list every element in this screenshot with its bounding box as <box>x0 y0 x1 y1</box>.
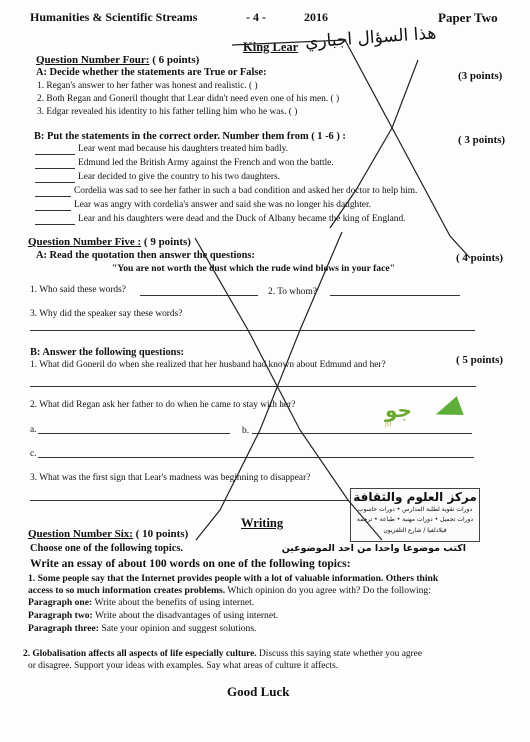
q4b-heading: B: Put the statements in the correct order. Number them from ( 1 -6 ) : <box>34 131 346 142</box>
q6-points: ( 10 points) <box>135 528 189 540</box>
choose-topic-arabic: اكتب موضوعا واحدا من احد الموضوعين <box>281 543 466 554</box>
paragraph-two-text: Write about the disadvantages of using internet. <box>92 610 279 621</box>
exam-year: 2016 <box>304 10 328 24</box>
handwritten-note: هذا السؤال اجباري <box>304 23 437 53</box>
stamp-line-1: دورات تقوية لطلبة المدارس • دورات حاسوب <box>357 506 473 513</box>
stamp-line-2: دورات تجميل • دورات مهنية • طباعة • ترجمة <box>356 516 474 523</box>
good-luck-footer: Good Luck <box>227 684 290 699</box>
paragraph-one-text: Write about the benefits of using internet. <box>92 597 255 608</box>
topic-1-line-1: 1. Some people say that the Internet provides people with a lot of valuable information. Others think <box>28 573 439 584</box>
quotation: "You are not worth the dust which the rude wind blows in your face" <box>112 263 395 274</box>
topic-2-rest: Discuss this saying state whether you agree <box>256 649 422 659</box>
paragraph-two-label: Paragraph two: <box>28 610 93 621</box>
q4a-heading: A: Decide whether the statements are True or False: <box>36 67 267 78</box>
crossout-stroke-3 <box>195 238 382 540</box>
q5b-heading: B: Answer the following questions: <box>30 347 184 358</box>
q4-points: ( 6 points) <box>152 54 200 66</box>
topic-2-bold: 2. Globalisation affects all aspects of life especially culture. <box>23 649 257 659</box>
q4a-item-3: 3. Edgar revealed his identity to his father telling him who he was. ( ) <box>37 107 298 117</box>
q4b-item-2: Edmund led the British Army against the French and won the battle. <box>78 158 334 168</box>
q5b-question-1: 1. What did Goneril do when she realized that her husband had known about Edmund and her? <box>30 360 386 370</box>
stamp-line-3: فيلادلفيا / شارع التلفزيون <box>383 527 447 534</box>
section-title-king-lear: King Lear <box>243 40 299 54</box>
q5b-question-3: 3. What was the first sign that Lear's madness was beginning to disappear? <box>30 473 311 483</box>
paragraph-three-text: Sate your opinion and suggest solutions. <box>98 623 257 634</box>
q4b-item-5: Lear was angry with cordelia's answer and said she was no longer his daughter. <box>74 200 371 210</box>
q5a-points: ( 4 points) <box>456 252 504 264</box>
choose-topic-instruction: Choose one of the following topics. <box>30 543 183 554</box>
q4-title-text: Question Number Four: <box>36 54 150 66</box>
option-b-label: b. <box>242 426 250 436</box>
option-a-label: a. <box>30 425 37 435</box>
topic-1-rest: Which opinion do you agree with? Do the following: <box>225 585 431 596</box>
q4b-item-1: Lear went mad because his daughters treated him badly. <box>78 144 288 154</box>
q5b-points: ( 5 points) <box>456 354 504 366</box>
logo-subtext: JO <box>385 421 392 428</box>
q6-title-text: Question Number Six: <box>28 528 133 540</box>
option-c-label: c. <box>30 449 37 459</box>
q4a-item-1: 1. Regan's answer to her father was honest and realistic. ( ) <box>37 81 258 91</box>
streams-label: Humanities & Scientific Streams <box>30 10 198 24</box>
writing-title: Writing <box>241 516 284 530</box>
crossout-stroke-2 <box>330 60 418 228</box>
q5-points: ( 9 points) <box>143 236 191 248</box>
q5-title-text: Question Number Five : <box>28 236 142 248</box>
crossout-stroke-1 <box>232 40 470 258</box>
q5b-question-2: 2. What did Regan ask her father to do when he came to stay with her? <box>30 400 296 410</box>
q5a-heading: A: Read the quotation then answer the questions: <box>36 250 255 261</box>
paper-label: Paper Two <box>438 10 498 25</box>
q4a-item-2: 2. Both Regan and Goneril thought that Lear didn't need even one of his men. ( ) <box>37 94 340 104</box>
q4b-item-6: Lear and his daughters were dead and the Duck of Albany became the king of England. <box>78 214 406 224</box>
topic-1-bold: access to so much information creates problems. <box>28 585 226 596</box>
topic-2-line-2: or disagree. Support your ideas with examples. Say what areas of culture it affects. <box>28 661 339 671</box>
paragraph-three-label: Paragraph three: <box>28 623 99 634</box>
stamp-title: مركز العلوم والثقافة <box>353 490 477 504</box>
q5a-question-1: 1. Who said these words? <box>30 285 126 295</box>
q4b-item-4: Cordelia was sad to see her father in such a bad condition and asked her doctor to help him. <box>74 186 418 196</box>
q5a-question-2: 2. To whom? <box>268 287 317 297</box>
q4a-points: (3 points) <box>458 70 503 82</box>
q4b-item-3: Lear decided to give the country to his two daughters. <box>78 172 281 182</box>
q4b-points: ( 3 points) <box>458 134 506 146</box>
page-number: - 4 - <box>246 10 266 24</box>
essay-instruction: Write an essay of about 100 words on one of the following topics: <box>30 557 351 570</box>
q5a-question-3: 3. Why did the speaker say these words? <box>30 309 183 319</box>
paragraph-one-label: Paragraph one: <box>28 597 93 608</box>
logo-text: جو <box>385 398 412 422</box>
